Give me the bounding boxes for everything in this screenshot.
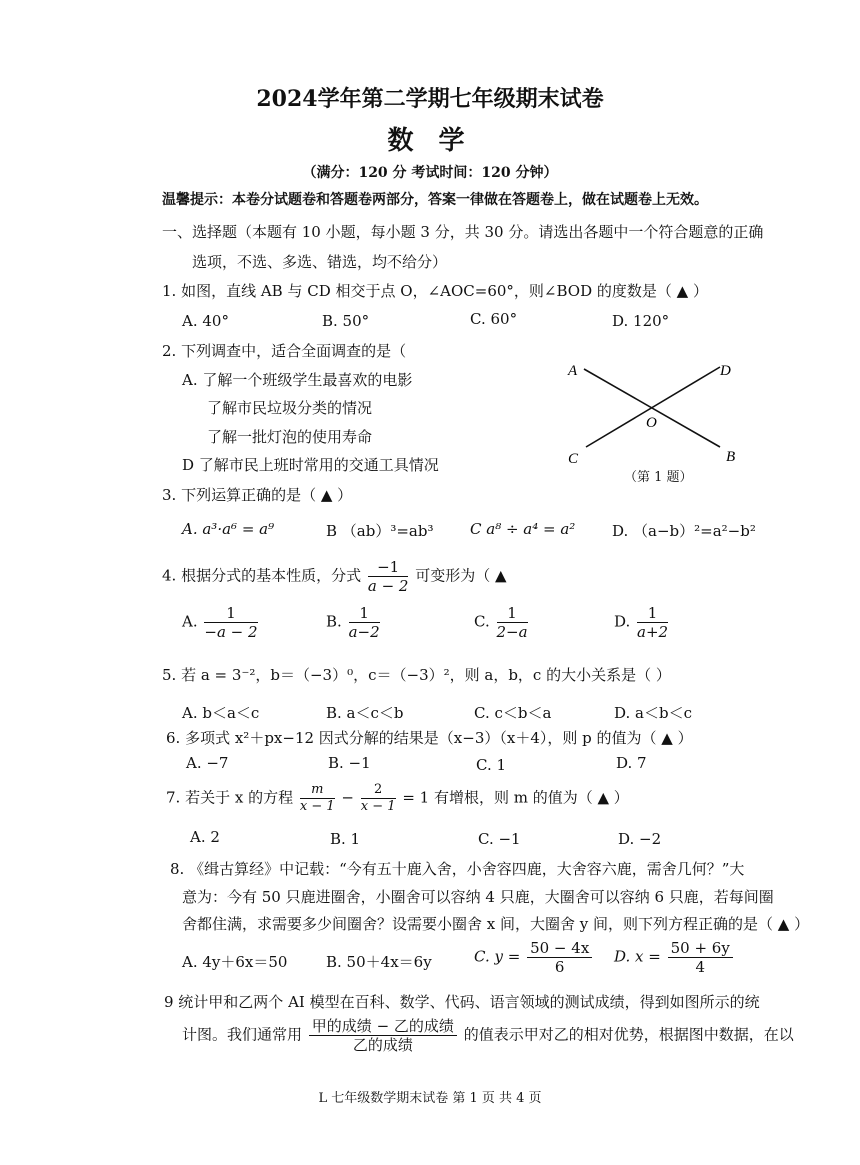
- q9-frac-num: 甲的成绩 − 乙的成绩: [309, 1017, 457, 1036]
- q5-option-d: D. a＜b＜c: [614, 704, 692, 722]
- q2-option-c: 了解一批灯泡的使用寿命: [207, 428, 373, 446]
- q9-fraction: [309, 1017, 457, 1054]
- q7-stem-post: = 1 有增根，则 m 的值为（ ▲ ）: [402, 788, 629, 807]
- q4-option-b: [326, 604, 382, 641]
- q8-option-d-num: 50 + 6y: [668, 939, 733, 958]
- q7-f1-den: x − 1: [299, 799, 335, 814]
- q1-option-c: C. 60°: [470, 310, 518, 328]
- q8-line1: 8. 《缉古算经》中记载：“今有五十鹿入舍，小舍容四鹿，大舍容六鹿，需舍几何？”大: [170, 860, 745, 878]
- q2-option-a: A. 了解一个班级学生最喜欢的电影: [182, 371, 413, 389]
- q1-option-d: D. 120°: [612, 312, 670, 330]
- q4-option-b-frac: [349, 604, 380, 641]
- q4-option-a-den: −a − 2: [204, 623, 258, 641]
- q8-option-d-frac: [668, 939, 733, 976]
- q4-frac-num: −1: [368, 558, 409, 577]
- q8-option-c-den: 6: [554, 958, 565, 976]
- label-d: D: [720, 363, 731, 379]
- q4-option-a-frac: [204, 604, 257, 641]
- section-heading-line1: 一、选择题（本题有 10 小题，每小题 3 分，共 30 分。请选出各题中一个符合题意的正确: [162, 223, 764, 241]
- q7-minus: −: [341, 788, 354, 807]
- q8-option-b: B. 50＋4x＝6y: [326, 953, 432, 971]
- q8-line3: 舍都住满，求需要多少间圈舍？设需要小圈舍 x 间，大圈舍 y 间，则下列方程正确的是（ ▲ ）: [182, 915, 810, 933]
- label-c: C: [568, 451, 579, 467]
- q5-option-b: B. a＜c＜b: [326, 704, 404, 722]
- exam-title: 2024学年第二学期七年级期末试卷: [256, 86, 604, 112]
- q4-option-b-num: 1: [349, 604, 380, 623]
- q4-option-c: [474, 604, 530, 641]
- q1-stem: 1. 如图，直线 AB 与 CD 相交于点 O，∠AOC=60°，则∠BOD 的度数是（ ▲ ）: [162, 282, 708, 300]
- q2-stem: 2. 下列调查中，适合全面调查的是（: [162, 342, 407, 360]
- q8-option-c-frac: [527, 939, 592, 976]
- q4-option-d: [614, 604, 670, 641]
- q4-option-a: [182, 604, 260, 641]
- q4-option-c-frac: [497, 604, 528, 641]
- q8-option-c-pre: C. y =: [474, 947, 521, 966]
- label-a: A: [568, 363, 578, 379]
- q4-option-d-frac: [637, 604, 668, 641]
- q4-stem-post: 可变形为（ ▲: [415, 566, 507, 585]
- q3-option-d: D. （a−b）²=a²−b²: [612, 522, 756, 540]
- q3-stem: 3. 下列运算正确的是（ ▲ ）: [162, 486, 353, 504]
- q4-frac-den: a − 2: [367, 577, 409, 595]
- q8-line2: 意为：今有 50 只鹿进圈舍，小圈舍可以容纳 4 只鹿，大圈舍可以容纳 6 只鹿，若每间圈: [182, 888, 774, 906]
- q4-option-c-label: C.: [474, 612, 490, 631]
- q7-f2-den: x − 1: [360, 799, 396, 814]
- q8-option-a: A. 4y＋6x＝50: [182, 953, 288, 971]
- q4-option-d-den: a+2: [637, 623, 669, 641]
- page-footer: L 七年级数学期末试卷 第 1 页 共 4 页: [318, 1091, 542, 1106]
- q4-stem: [162, 558, 507, 595]
- q4-option-c-num: 1: [497, 604, 528, 623]
- q7-stem-pre: 7. 若关于 x 的方程: [166, 788, 294, 807]
- q6-option-a: A. −7: [186, 754, 229, 772]
- q4-option-c-den: 2−a: [496, 623, 528, 641]
- label-b: B: [726, 449, 736, 465]
- q5-option-c: C. c＜b＜a: [474, 704, 552, 722]
- q4-option-d-label: D.: [614, 612, 631, 631]
- q8-option-c: [474, 939, 594, 976]
- q9-frac-den: 乙的成绩: [352, 1036, 413, 1054]
- q3-option-c: C a⁸ ÷ a⁴ = a²: [470, 520, 576, 538]
- q6-option-c: C. 1: [476, 756, 507, 774]
- notice: 温馨提示：本卷分试题卷和答题卷两部分，答案一律做在答题卷上，做在试题卷上无效。: [162, 192, 708, 208]
- q6-option-d: D. 7: [616, 754, 647, 772]
- q7-fraction-1: [300, 782, 335, 815]
- q4-fraction: [368, 558, 409, 595]
- q7-f1-num: m: [300, 782, 335, 799]
- subject-title: 数 学: [387, 126, 473, 156]
- q4-option-b-label: B.: [326, 612, 342, 631]
- q9-line1: 9 统计甲和乙两个 AI 模型在百科、数学、代码、语言领域的测试成绩，得到如图所示的统: [164, 993, 760, 1011]
- q5-stem: 5. 若 a = 3⁻²，b＝（−3）⁰，c＝（−3）²，则 a，b，c 的大小关系是（ ）: [162, 666, 671, 684]
- q1-option-a: A. 40°: [182, 312, 229, 330]
- q7-option-d: D. −2: [618, 830, 662, 848]
- q4-option-d-num: 1: [637, 604, 668, 623]
- q6-option-b: B. −1: [328, 754, 371, 772]
- section-heading-line2: 选项，不选、多选、错选，均不给分）: [192, 253, 448, 271]
- q7-option-c: C. −1: [478, 830, 521, 848]
- q1-option-b: B. 50°: [322, 312, 370, 330]
- q4-stem-pre: 4. 根据分式的基本性质，分式: [162, 566, 362, 585]
- label-o: O: [646, 415, 657, 431]
- figure-caption: （第 1 题）: [624, 470, 693, 485]
- q7-option-a: A. 2: [190, 828, 220, 846]
- q5-option-a: A. b＜a＜c: [182, 704, 260, 722]
- q8-option-d: [614, 939, 735, 976]
- q8-option-d-pre: D. x =: [614, 947, 661, 966]
- q3-option-b: B （ab）³=ab³: [326, 522, 434, 540]
- q8-option-c-num: 50 − 4x: [527, 939, 592, 958]
- q4-option-a-num: 1: [204, 604, 257, 623]
- q8-option-d-den: 4: [695, 958, 705, 976]
- q7-option-b: B. 1: [330, 830, 361, 848]
- q6-stem: 6. 多项式 x²＋px−12 因式分解的结果是（x−3）（x＋4），则 p 的值为（ ▲ ）: [166, 729, 693, 747]
- exam-meta: （满分：120 分 考试时间：120 分钟）: [302, 165, 558, 181]
- q7-stem: [166, 782, 629, 815]
- q9-line2: [182, 1017, 794, 1054]
- q7-f2-num: 2: [361, 782, 396, 799]
- q9-line2-post: 的值表示甲对乙的相对优势，根据图中数据，在以: [463, 1025, 794, 1044]
- q9-line2-pre: 计图。我们通常用: [182, 1025, 303, 1044]
- q4-option-b-den: a−2: [348, 623, 380, 641]
- q4-option-a-label: A.: [182, 612, 198, 631]
- q2-option-b: 了解市民垃圾分类的情况: [207, 399, 373, 417]
- q3-option-a: A. a³·a⁶ = a⁹: [182, 520, 275, 538]
- q2-option-d: D 了解市民上班时常用的交通工具情况: [182, 456, 439, 474]
- q7-fraction-2: [361, 782, 396, 815]
